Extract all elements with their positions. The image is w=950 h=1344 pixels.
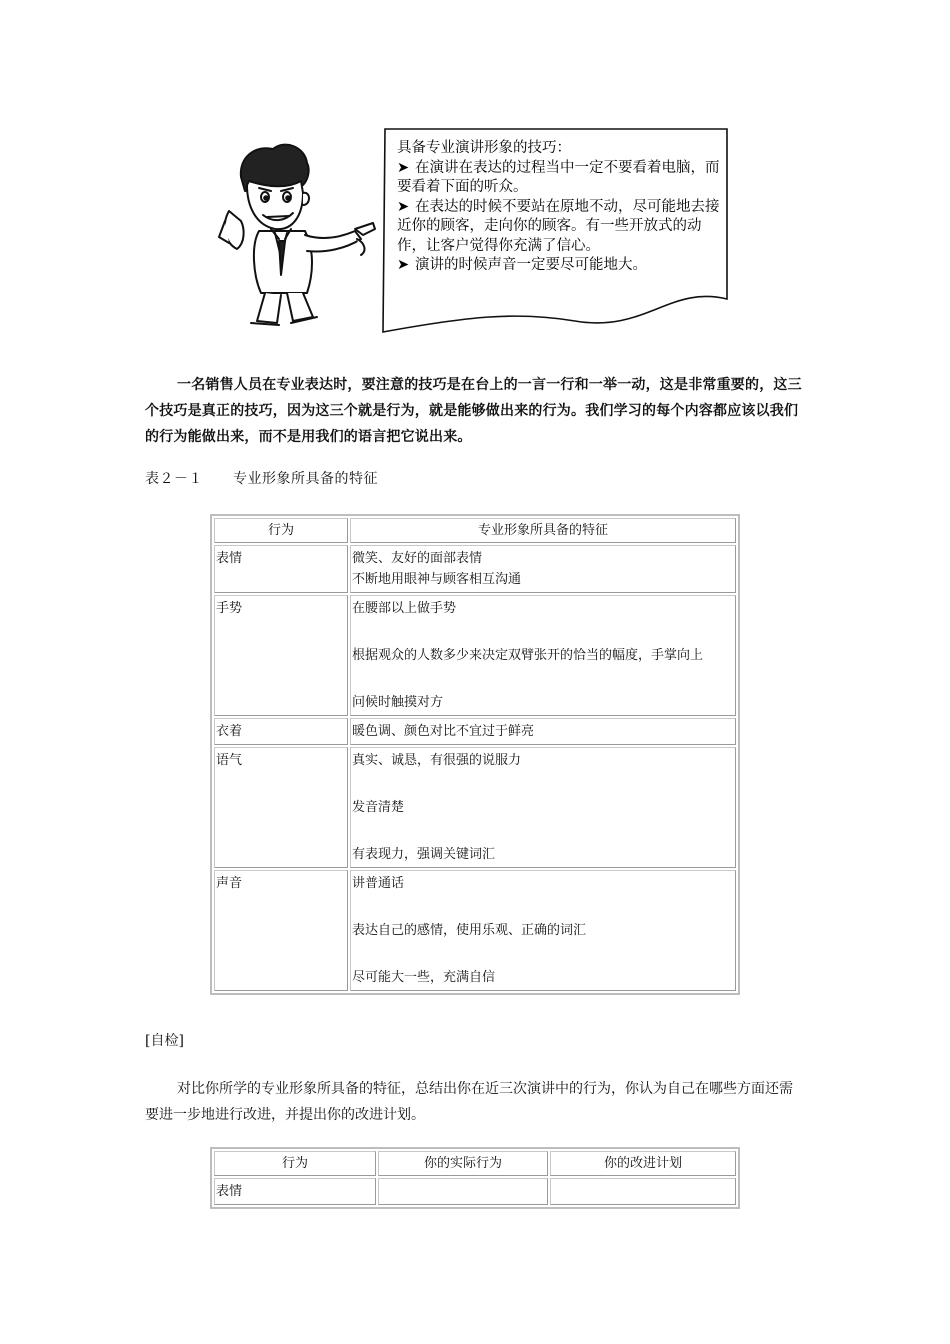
table-header-row bbox=[214, 1151, 736, 1176]
table-header-row bbox=[214, 518, 736, 543]
feature-line: 真实、诚恳，有很强的说服力 bbox=[352, 753, 522, 768]
header-behavior: 行为 bbox=[214, 1151, 376, 1176]
tip-text: 演讲的时候声音一定要尽可能地大。 bbox=[415, 257, 647, 273]
table-row bbox=[214, 747, 736, 868]
tips-title: 具备专业演讲形象的技巧： bbox=[397, 140, 571, 156]
feature-line: 不断地用眼神与顾客相互沟通 bbox=[352, 572, 522, 587]
feature-line: 问候时触摸对方 bbox=[352, 695, 444, 710]
arrow-bullet-icon: ➤ bbox=[397, 198, 410, 215]
feature-line: 根据观众的人数多少来决定双臂张开的恰当的幅度，手掌向上 bbox=[352, 648, 704, 663]
tip-item bbox=[397, 256, 727, 276]
header-plan: 你的改进计划 bbox=[550, 1151, 736, 1176]
row-features bbox=[350, 595, 736, 716]
row-features bbox=[350, 718, 736, 745]
feature-line: 发音清楚 bbox=[352, 800, 405, 815]
feature-line: 微笑、友好的面部表情 bbox=[352, 551, 483, 566]
row-behavior: 衣着 bbox=[214, 718, 348, 745]
tip-text: 在演讲在表达的过程当中一定不要看着电脑，而要看着下面的听众。 bbox=[397, 159, 720, 195]
table-row bbox=[214, 1178, 736, 1205]
arrow-bullet-icon: ➤ bbox=[397, 257, 410, 273]
arrow-bullet-icon: ➤ bbox=[397, 159, 410, 176]
self-check-heading: [自检] bbox=[145, 1033, 184, 1049]
row-features bbox=[350, 747, 736, 868]
self-check-paragraph: 对比你所学的专业形象所具备的特征，总结出你在近三次演讲中的行为，你认为自己在哪些方面还需要进一步地进行改进，并提出你的改进计划。 bbox=[145, 1081, 793, 1123]
intro-paragraph: 一名销售人员在专业表达时，要注意的技巧是在台上的一言一行和一举一动，这是非常重要的，这三个技巧是真正的技巧，因为这三个就是行为，就是能够做出来的行为。我们学习的每个内容都应该以我们的行为能做出来，而不是用我们的语言把它说出来。 bbox=[145, 377, 802, 445]
table-caption bbox=[145, 468, 378, 488]
feature-line: 在腰部以上做手势 bbox=[352, 601, 457, 616]
row-behavior: 语气 bbox=[214, 747, 348, 868]
row-behavior: 手势 bbox=[214, 595, 348, 716]
table-caption-number: 表２－１ bbox=[145, 471, 203, 487]
tip-text: 在表达的时候不要站在原地不动，尽可能地去接近你的顾客，走向你的顾客。有一些开放式的动作，让客户觉得你充满了信心。 bbox=[397, 198, 720, 254]
row-behavior: 表情 bbox=[214, 1178, 376, 1205]
table-caption-title: 专业形象所具备的特征 bbox=[233, 471, 378, 487]
tips-box bbox=[397, 139, 727, 276]
feature-line: 尽可能大一些，充满自信 bbox=[352, 970, 496, 985]
feature-line: 表达自己的感情，使用乐观、正确的词汇 bbox=[352, 923, 587, 938]
table-row bbox=[214, 718, 736, 745]
row-behavior: 声音 bbox=[214, 870, 348, 991]
header-features: 专业形象所具备的特征 bbox=[350, 518, 736, 543]
row-features bbox=[350, 545, 736, 593]
table-row bbox=[214, 545, 736, 593]
row-actual[interactable] bbox=[378, 1178, 548, 1205]
features-table bbox=[210, 514, 740, 995]
feature-line: 讲普通话 bbox=[352, 876, 405, 891]
tip-item bbox=[397, 159, 727, 198]
header-behavior: 行为 bbox=[214, 518, 348, 543]
header-actual: 你的实际行为 bbox=[378, 1151, 548, 1176]
row-features bbox=[350, 870, 736, 991]
cartoon-man-icon bbox=[219, 145, 375, 325]
row-plan[interactable] bbox=[550, 1178, 736, 1205]
row-behavior: 表情 bbox=[214, 545, 348, 593]
feature-line: 暖色调、颜色对比不宜过于鲜亮 bbox=[352, 724, 535, 739]
table-row bbox=[214, 870, 736, 991]
table-row bbox=[214, 595, 736, 716]
tip-item bbox=[397, 198, 727, 257]
improvement-table bbox=[210, 1147, 740, 1209]
feature-line: 有表现力，强调关键词汇 bbox=[352, 847, 496, 862]
